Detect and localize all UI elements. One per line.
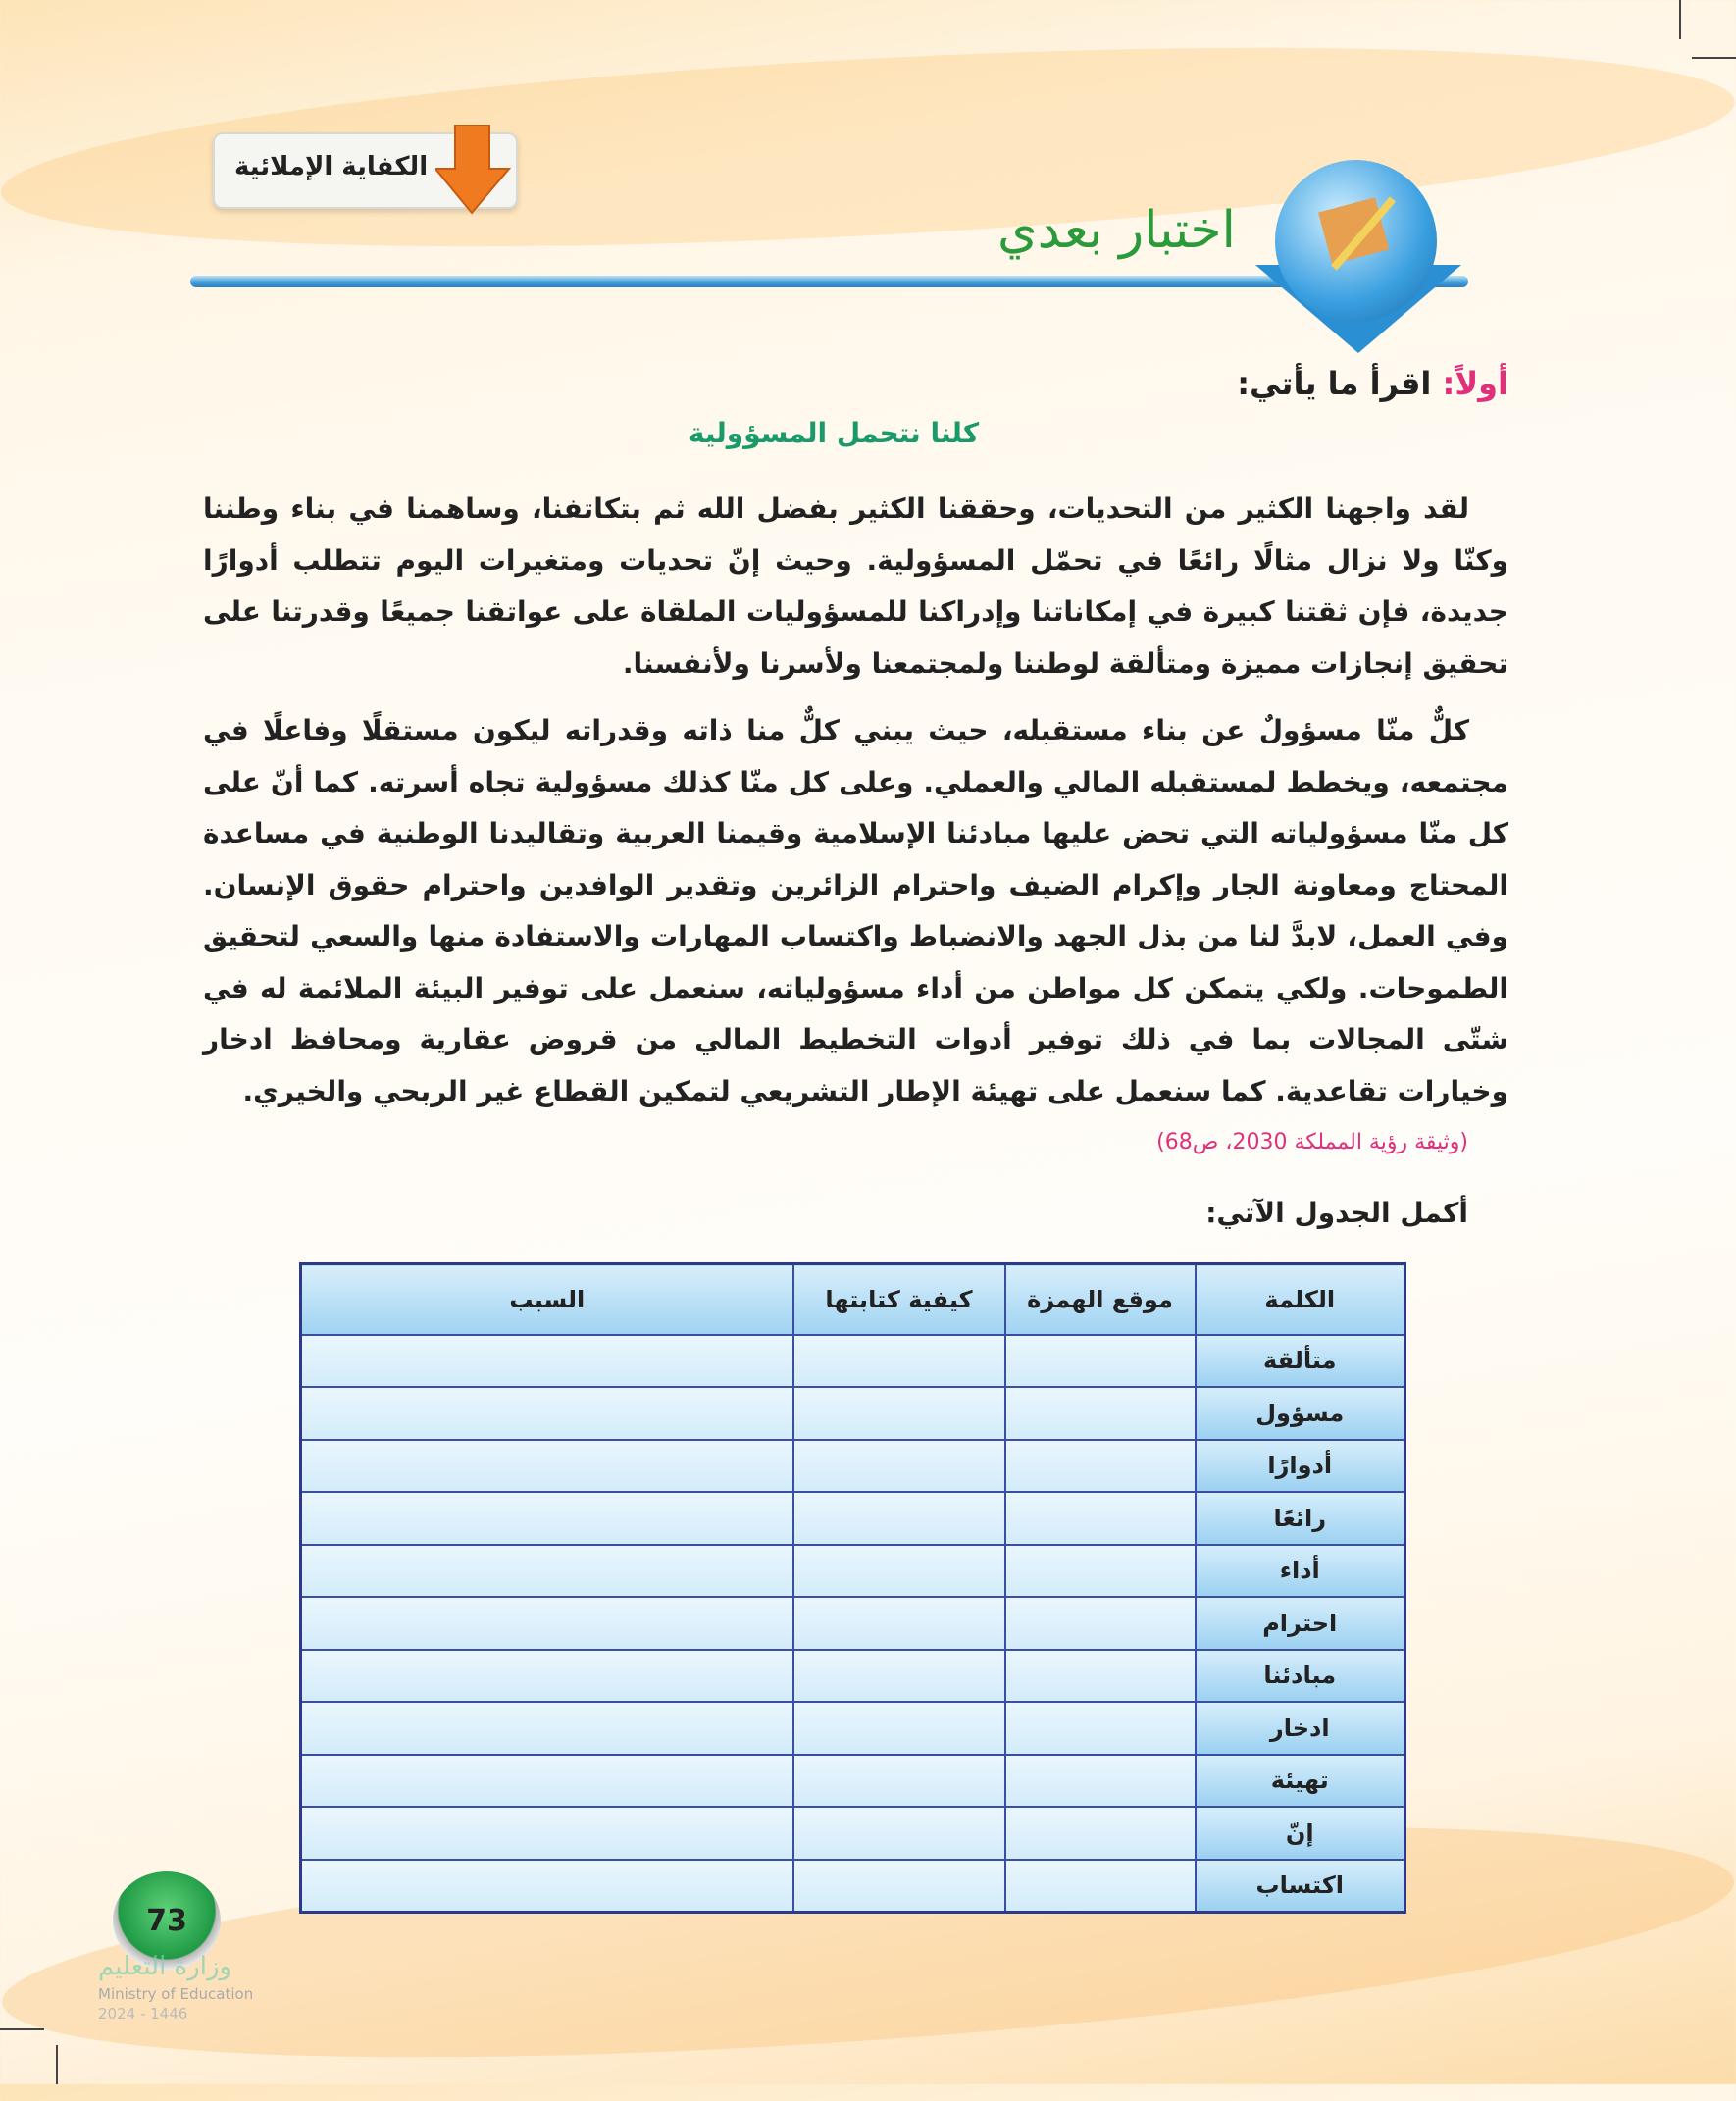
reason-cell[interactable] (301, 1860, 793, 1913)
crop-mark (1679, 0, 1681, 39)
reason-cell[interactable] (301, 1702, 793, 1755)
section-tab (213, 132, 518, 209)
writing-form-cell[interactable] (793, 1335, 1005, 1388)
writing-form-cell[interactable] (793, 1545, 1005, 1598)
hamza-position-cell[interactable] (1005, 1335, 1196, 1388)
arrow-down-icon (435, 125, 514, 218)
citation: (وثيقة رؤية المملكة 2030، ص68) (1156, 1130, 1468, 1154)
word-cell: إنّ (1196, 1807, 1405, 1860)
word-cell: تهيئة (1196, 1755, 1405, 1808)
task-instruction: اقرأ ما يأتي: (1237, 365, 1432, 402)
crop-mark (56, 2045, 58, 2084)
header-writing-form: كيفية كتابتها (793, 1264, 1005, 1335)
writing-form-cell[interactable] (793, 1440, 1005, 1493)
word-cell: رائعًا (1196, 1492, 1405, 1545)
writing-form-cell[interactable] (793, 1387, 1005, 1440)
word-cell: مبادئنا (1196, 1650, 1405, 1703)
pencil-book-emblem-icon (1275, 160, 1437, 322)
writing-form-cell[interactable] (793, 1702, 1005, 1755)
ministry-logo-en: Ministry of Education (98, 1985, 254, 2003)
writing-form-cell[interactable] (793, 1492, 1005, 1545)
word-cell: أدوارًا (1196, 1440, 1405, 1493)
table-row (301, 1650, 1405, 1703)
article-paragraph: لقد واجهنا الكثير من التحديات، وحققنا الكثير بفضل الله ثم بتكاتفنا، وساهمنا في بناء وطننا وكنّا ولا نزال مثالًا رائعًا في تحمّل المسؤولية. وحيث إنّ تحديات ومتغيرات اليوم تتطلب أدوارًا جديدة، فإن ثقتنا كبيرة في إمكاناتنا وإدراكنا للمسؤوليات الملقاة على عواتقنا جميعًا وقدرتنا على تحقيق إنجازات مميزة ومتألقة لوطننا ولمجتمعنا ولأسرنا ولأنفسنا. (203, 492, 1508, 680)
crop-mark (0, 2028, 44, 2030)
header-reason: السبب (301, 1264, 793, 1335)
writing-form-cell[interactable] (793, 1650, 1005, 1703)
hamza-position-cell[interactable] (1005, 1387, 1196, 1440)
writing-form-cell[interactable] (793, 1597, 1005, 1650)
word-cell: احترام (1196, 1597, 1405, 1650)
header-word: الكلمة (1196, 1264, 1405, 1335)
hamza-position-cell[interactable] (1005, 1440, 1196, 1493)
table-row (301, 1545, 1405, 1598)
word-cell: اكتساب (1196, 1860, 1405, 1913)
hamza-position-cell[interactable] (1005, 1597, 1196, 1650)
hamza-position-cell[interactable] (1005, 1807, 1196, 1860)
ministry-logo: وزارة التعليم (98, 1952, 232, 1981)
table-row (301, 1335, 1405, 1388)
word-cell: مسؤول (1196, 1387, 1405, 1440)
page-number: 73 (113, 1871, 221, 1970)
edition-year: 2024 - 1446 (98, 2005, 188, 2023)
section-tab-label: الكفاية الإملائية (234, 152, 429, 181)
task-number: أولاً: (1442, 365, 1508, 402)
writing-form-cell[interactable] (793, 1755, 1005, 1808)
hamza-position-cell[interactable] (1005, 1860, 1196, 1913)
reason-cell[interactable] (301, 1545, 793, 1598)
hamza-position-cell[interactable] (1005, 1650, 1196, 1703)
spelling-table (299, 1262, 1406, 1914)
table-row (301, 1702, 1405, 1755)
reason-cell[interactable] (301, 1440, 793, 1493)
word-cell: أداء (1196, 1545, 1405, 1598)
reason-cell[interactable] (301, 1650, 793, 1703)
hamza-position-cell[interactable] (1005, 1545, 1196, 1598)
table-row (301, 1440, 1405, 1493)
word-cell: متألقة (1196, 1335, 1405, 1388)
hamza-position-cell[interactable] (1005, 1755, 1196, 1808)
task-one-heading (1237, 365, 1508, 402)
reason-cell[interactable] (301, 1492, 793, 1545)
reason-cell[interactable] (301, 1597, 793, 1650)
task-two-instruction: أكمل الجدول الآتي: (1205, 1197, 1468, 1229)
crop-mark (1692, 57, 1736, 59)
article-title: كلنا نتحمل المسؤولية (688, 417, 980, 449)
reason-cell[interactable] (301, 1387, 793, 1440)
table-row (301, 1387, 1405, 1440)
reason-cell[interactable] (301, 1755, 793, 1808)
writing-form-cell[interactable] (793, 1807, 1005, 1860)
writing-form-cell[interactable] (793, 1860, 1005, 1913)
header-hamza-position: موقع الهمزة (1005, 1264, 1196, 1335)
table-row (301, 1597, 1405, 1650)
table-row (301, 1755, 1405, 1808)
reason-cell[interactable] (301, 1335, 793, 1388)
table-row (301, 1860, 1405, 1913)
page-title: اختبار بعدي (996, 201, 1236, 260)
hamza-position-cell[interactable] (1005, 1492, 1196, 1545)
table-row (301, 1807, 1405, 1860)
reason-cell[interactable] (301, 1807, 793, 1860)
table-row (301, 1492, 1405, 1545)
word-cell: ادخار (1196, 1702, 1405, 1755)
hamza-position-cell[interactable] (1005, 1702, 1196, 1755)
article-paragraph: كلٌّ منّا مسؤولٌ عن بناء مستقبله، حيث يبني كلٌّ منا ذاته وقدراته ليكون مستقلًا وفاعلًا في مجتمعه، ويخطط لمستقبله المالي والعملي. وعلى كل منّا كذلك مسؤولية تجاه أسرته. كما أنّ على كل منّا مسؤولياته التي تحض عليها مبادئنا الإسلامية وقيمنا العربية وتقاليدنا الوطنية في مساعدة المحتاج ومعاونة الجار وإكرام الضيف واحترام الزائرين وتقدير الوافدين واحترام حقوق الإنسان. وفي العمل، لابدَّ لنا من بذل الجهد والانضباط واكتساب المهارات والاستفادة منها والسعي لتحقيق الطموحات. ولكي يتمكن كل مواطن من أداء مسؤولياته، سنعمل على توفير البيئة الملائمة له في شتّى المجالات بما في ذلك توفير أدوات التخطيط المالي من قروض عقارية ومحافظ ادخار وخيارات تقاعدية. كما سنعمل على تهيئة الإطار التشريعي لتمكين القطاع غير الربحي والخيري. (203, 714, 1508, 1107)
